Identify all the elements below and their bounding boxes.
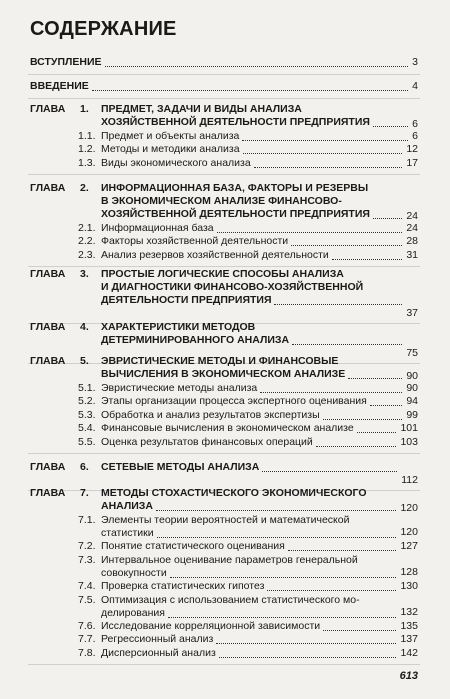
- dot-leader: [291, 245, 402, 246]
- section-title: Предмет и объекты анализа: [101, 130, 240, 142]
- toc-heading: СОДЕРЖАНИЕ: [30, 18, 177, 40]
- chapter-page: 37: [406, 307, 418, 319]
- section-title: Информационная база: [101, 222, 214, 234]
- section-number: 2.3.: [78, 248, 96, 261]
- intro-page: 4: [412, 80, 418, 92]
- section-page: 128: [400, 565, 418, 578]
- dot-leader: [292, 344, 402, 345]
- intro-title: ВСТУПЛЕНИЕ: [30, 56, 102, 68]
- section-page: 28: [406, 235, 418, 248]
- dot-leader: [274, 304, 402, 305]
- dot-leader: [157, 537, 397, 538]
- dot-leader: [105, 66, 409, 67]
- section-page: 94: [406, 395, 418, 408]
- section-number: 5.3.: [78, 408, 96, 421]
- dot-leader: [373, 218, 402, 219]
- chapter-title: ЭВРИСТИЧЕСКИЕ МЕТОДЫ И ФИНАНСОВЫЕ: [101, 355, 339, 367]
- section-number: 7.1.: [78, 514, 96, 526]
- section-title: Оценка результатов финансовых операций: [101, 435, 313, 448]
- section-number: 1.1.: [78, 130, 96, 142]
- dot-leader: [254, 167, 403, 168]
- section-title: Обработка и анализ результатов экспертизы: [101, 408, 320, 421]
- dot-leader: [216, 643, 396, 644]
- section-title: Понятие статистического оценивания: [101, 540, 285, 553]
- divider: [28, 664, 420, 665]
- chapter-title: ХАРАКТЕРИСТИКИ МЕТОДОВ: [101, 321, 256, 333]
- chapter-title: ВЫЧИСЛЕНИЯ В ЭКОНОМИЧЕСКОМ АНАЛИЗЕ: [101, 368, 346, 380]
- section-page: 120: [400, 526, 418, 538]
- chapter-label: ГЛАВА: [30, 182, 66, 194]
- chapter-number: 3.: [80, 268, 89, 280]
- dot-leader: [357, 432, 397, 433]
- chapter-title: АНАЛИЗА: [101, 500, 153, 512]
- chapter-page: 75: [406, 347, 418, 359]
- section-title: Исследование корреляционной зависимости: [101, 620, 321, 632]
- dot-leader: [217, 232, 403, 233]
- section-title: совокупности: [101, 566, 167, 579]
- dot-leader: [168, 617, 397, 618]
- section-number: 1.3.: [78, 156, 96, 169]
- chapter-number: 2.: [80, 182, 89, 194]
- section-title: Виды экономического анализа: [101, 156, 251, 169]
- dot-leader: [260, 392, 402, 393]
- dot-leader: [219, 657, 397, 658]
- chapter-number: 5.: [80, 355, 89, 367]
- section-number: 1.2.: [78, 143, 96, 156]
- dot-leader: [242, 140, 408, 141]
- section-number: 5.1.: [78, 382, 96, 394]
- section-title: Интервальное оценивание параметров генеральной: [101, 553, 358, 566]
- chapter-title: ПРОСТЫЕ ЛОГИЧЕСКИЕ СПОСОБЫ АНАЛИЗА: [101, 268, 344, 280]
- chapter-title: ДЕЯТЕЛЬНОСТИ ПРЕДПРИЯТИЯ: [101, 294, 272, 306]
- section-title: Факторы хозяйственной деятельности: [101, 235, 289, 248]
- section-title: Дисперсионный анализ: [101, 646, 216, 659]
- page-number: 613: [399, 670, 418, 682]
- section-page: 12: [406, 143, 418, 156]
- chapter-page: 112: [401, 474, 418, 486]
- section-page: 142: [400, 646, 418, 659]
- section-title: Анализ резервов хозяйственной деятельности: [101, 248, 329, 261]
- section-number: 7.2.: [78, 540, 96, 553]
- section-number: 5.2.: [78, 395, 96, 408]
- section-page: 101: [400, 422, 418, 435]
- chapter-title: И ДИАГНОСТИКИ ФИНАНСОВО-ХОЗЯЙСТВЕННОЙ: [101, 281, 364, 293]
- section-page: 17: [406, 156, 418, 169]
- divider: [28, 174, 420, 175]
- dot-leader: [332, 259, 403, 260]
- dot-leader: [288, 550, 397, 551]
- section-page: 135: [400, 620, 418, 632]
- section-page: 132: [400, 605, 418, 618]
- dot-leader: [170, 577, 397, 578]
- intro-page: 3: [412, 56, 418, 68]
- section-number: 7.5.: [78, 593, 96, 606]
- section-number: 7.3.: [78, 553, 96, 566]
- chapter-label: ГЛАВА: [30, 487, 66, 499]
- section-page: 90: [406, 382, 418, 394]
- intro-title: ВВЕДЕНИЕ: [30, 80, 89, 92]
- section-page: 130: [400, 580, 418, 593]
- section-number: 7.6.: [78, 620, 96, 632]
- dot-leader: [323, 419, 403, 420]
- section-number: 5.4.: [78, 422, 96, 435]
- dot-leader: [267, 590, 396, 591]
- dot-leader: [243, 153, 403, 154]
- divider: [28, 98, 420, 99]
- section-title: Регрессионный анализ: [101, 633, 214, 646]
- dot-leader: [156, 510, 397, 511]
- dot-leader: [316, 446, 397, 447]
- dot-leader: [348, 378, 402, 379]
- chapter-page: 24: [406, 210, 418, 222]
- divider: [28, 74, 420, 75]
- section-title: Финансовые вычисления в экономическом анализе: [101, 422, 354, 435]
- section-number: 7.4.: [78, 580, 96, 593]
- section-title: Элементы теории вероятностей и математической: [101, 514, 350, 526]
- section-title: Методы и методики анализа: [101, 143, 240, 156]
- chapter-label: ГЛАВА: [30, 268, 66, 280]
- chapter-title: ДЕТЕРМИНИРОВАННОГО АНАЛИЗА: [101, 334, 290, 346]
- section-number: 2.2.: [78, 235, 96, 248]
- dot-leader: [323, 630, 396, 631]
- chapter-title: ПРЕДМЕТ, ЗАДАЧИ И ВИДЫ АНАЛИЗА: [101, 103, 302, 115]
- chapter-number: 4.: [80, 321, 89, 333]
- section-number: 2.1.: [78, 222, 96, 234]
- section-page: 127: [400, 540, 418, 553]
- chapter-label: ГЛАВА: [30, 321, 66, 333]
- section-title: Этапы организации процесса экспертного оценивания: [101, 395, 367, 408]
- chapter-title: ХОЗЯЙСТВЕННОЙ ДЕЯТЕЛЬНОСТИ ПРЕДПРИЯТИЯ: [101, 208, 370, 220]
- chapter-page: 6: [412, 118, 418, 130]
- chapter-page: 120: [400, 502, 418, 514]
- chapter-title: В ЭКОНОМИЧЕСКОМ АНАЛИЗЕ ФИНАНСОВО-: [101, 195, 342, 207]
- chapter-page: 90: [406, 370, 418, 382]
- chapter-title: ИНФОРМАЦИОННАЯ БАЗА, ФАКТОРЫ И РЕЗЕРВЫ: [101, 182, 369, 194]
- chapter-number: 7.: [80, 487, 89, 499]
- section-page: 6: [412, 130, 418, 142]
- section-title: Эвристические методы анализа: [101, 382, 258, 394]
- section-title: Оптимизация с использованием статистического мо-: [101, 593, 360, 606]
- section-page: 103: [400, 435, 418, 448]
- section-number: 7.7.: [78, 633, 96, 646]
- section-title: делирования: [101, 606, 165, 619]
- section-title: статистики: [101, 527, 154, 539]
- chapter-number: 6.: [80, 461, 89, 473]
- section-page: 24: [406, 222, 418, 234]
- chapter-title: ХОЗЯЙСТВЕННОЙ ДЕЯТЕЛЬНОСТИ ПРЕДПРИЯТИЯ: [101, 116, 370, 128]
- section-page: 31: [406, 248, 418, 261]
- section-page: 137: [400, 633, 418, 646]
- section-number: 5.5.: [78, 435, 96, 448]
- chapter-title: СЕТЕВЫЕ МЕТОДЫ АНАЛИЗА: [101, 461, 260, 473]
- section-title: Проверка статистических гипотез: [101, 580, 265, 593]
- dot-leader: [373, 126, 408, 127]
- chapter-number: 1.: [80, 103, 89, 115]
- chapter-label: ГЛАВА: [30, 355, 66, 367]
- chapter-title: МЕТОДЫ СТОХАСТИЧЕСКОГО ЭКОНОМИЧЕСКОГО: [101, 487, 367, 499]
- section-number: 7.8.: [78, 646, 96, 659]
- dot-leader: [370, 405, 402, 406]
- dot-leader: [262, 471, 397, 472]
- chapter-label: ГЛАВА: [30, 461, 66, 473]
- dot-leader: [92, 90, 408, 91]
- chapter-label: ГЛАВА: [30, 103, 66, 115]
- divider: [28, 453, 420, 454]
- section-page: 99: [406, 408, 418, 421]
